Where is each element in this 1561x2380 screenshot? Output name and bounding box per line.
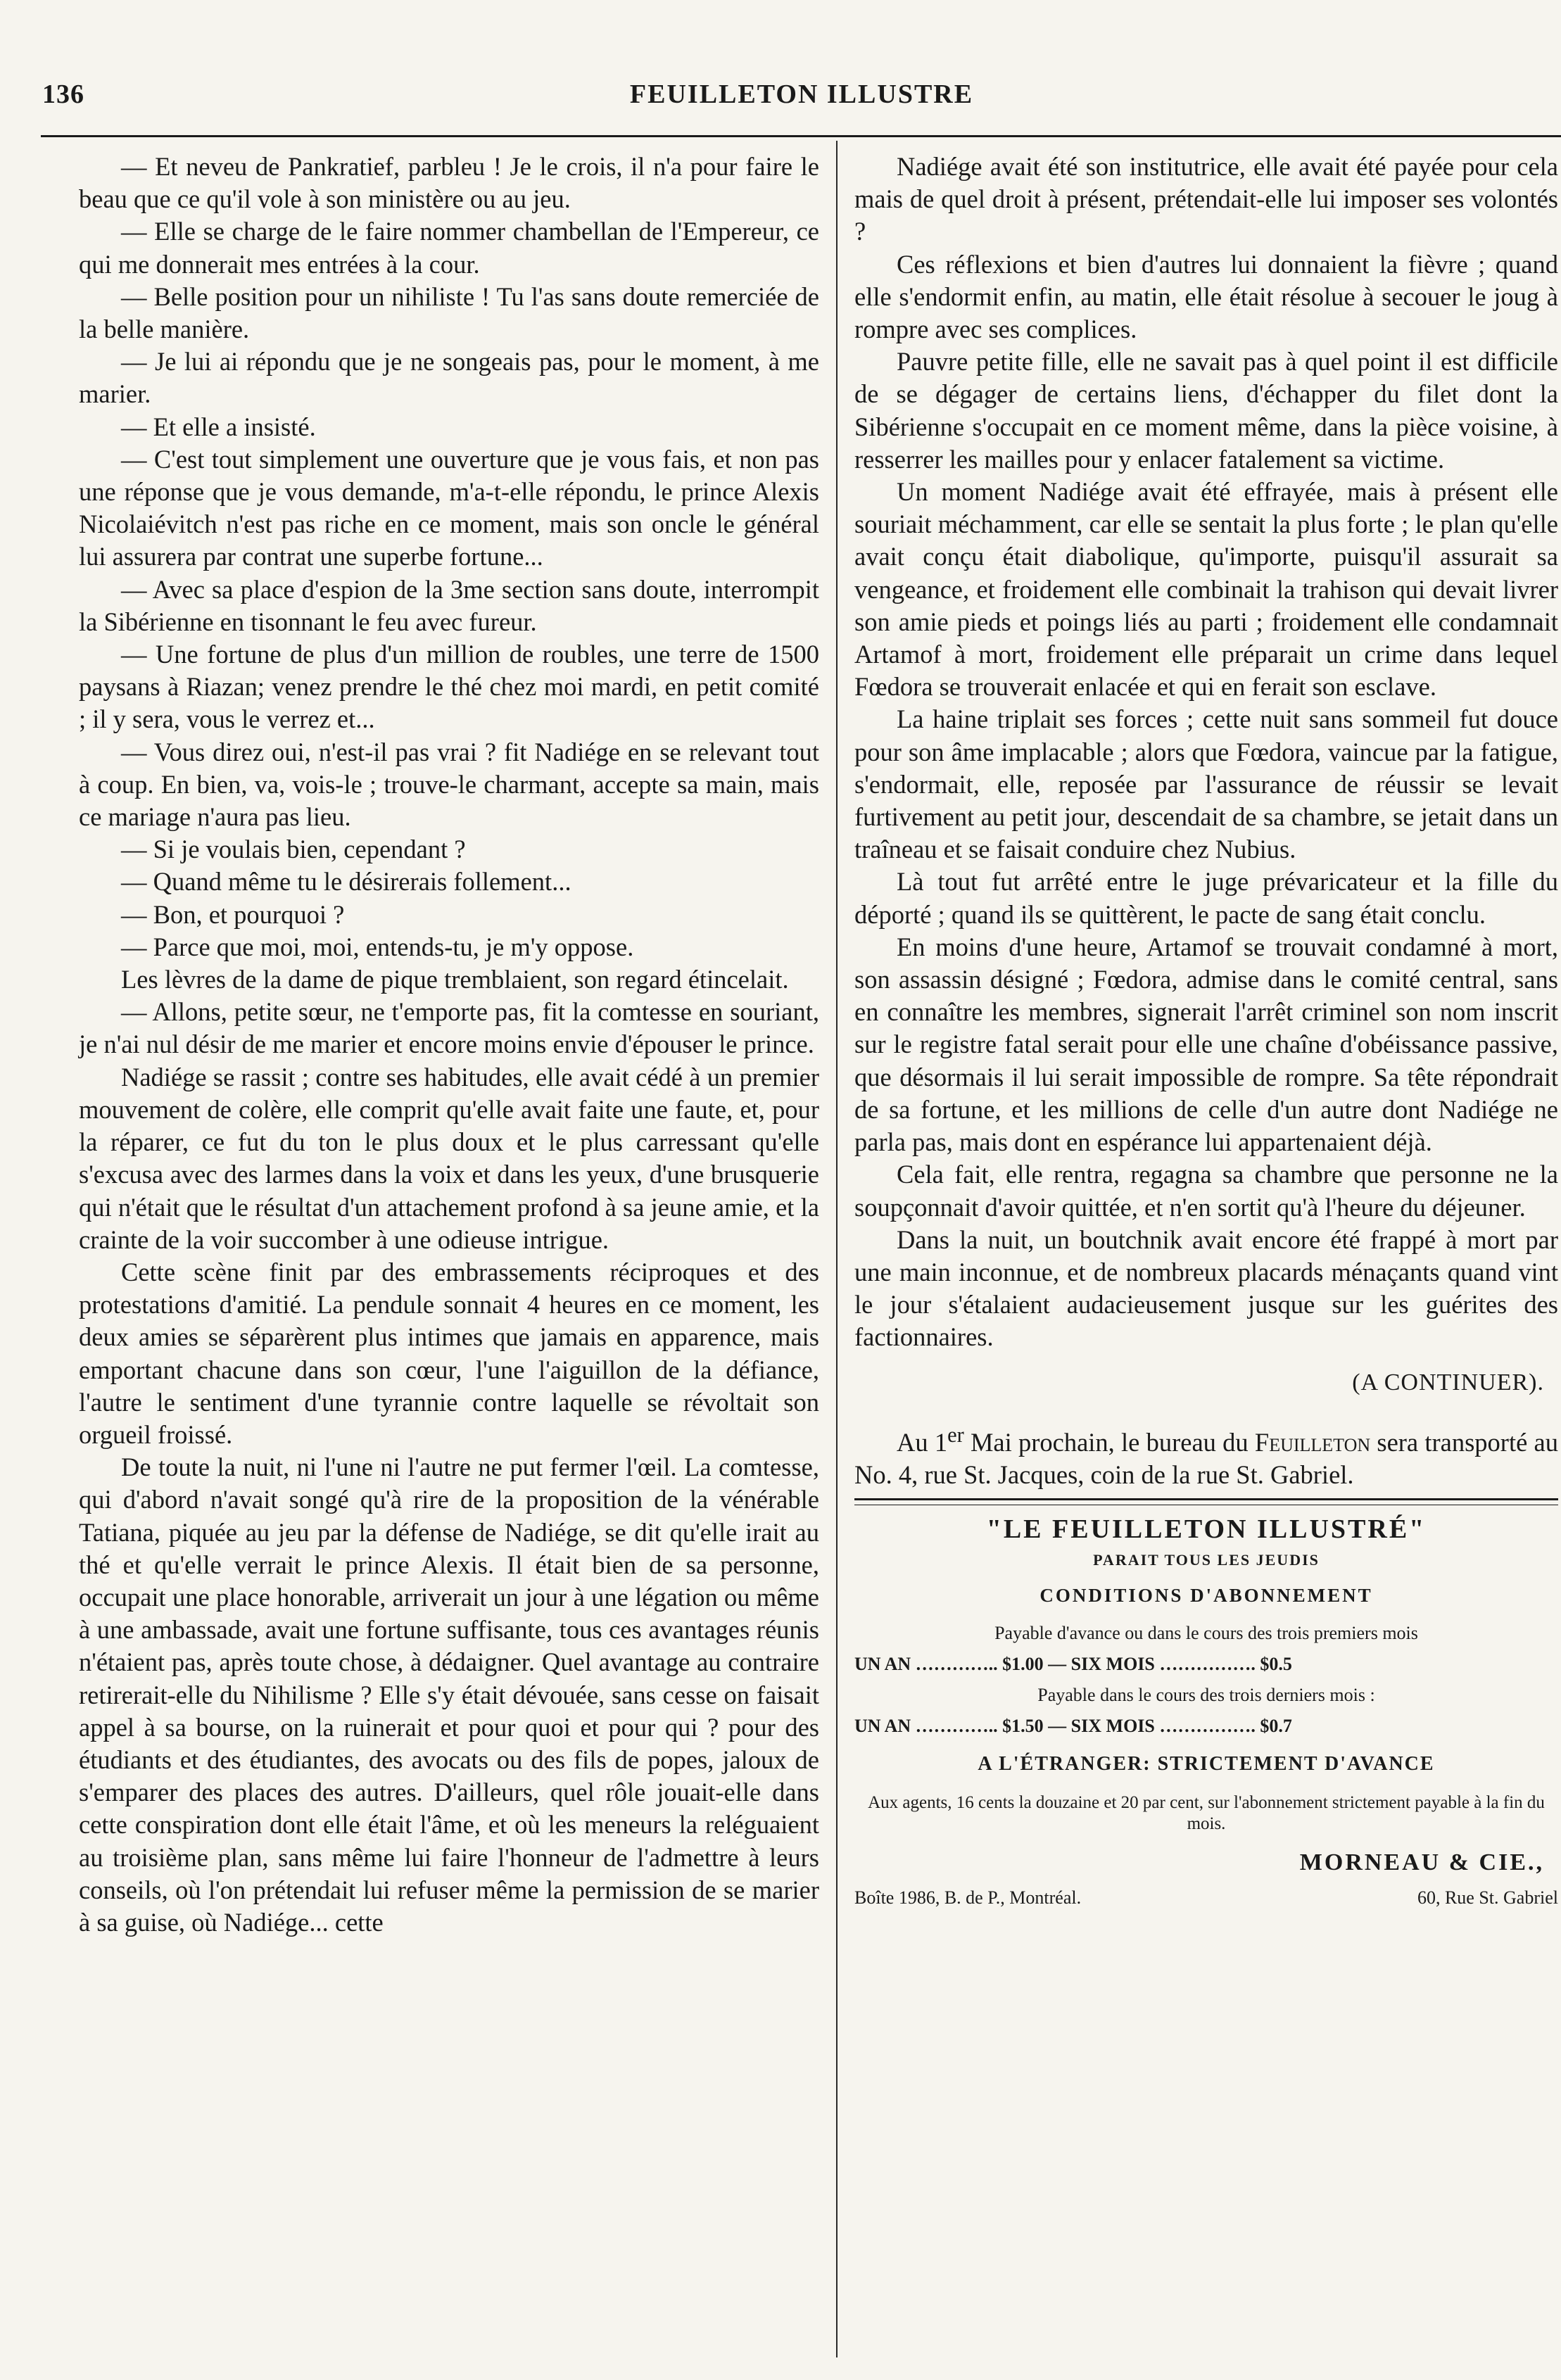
price-six-label: SIX MOIS [1070, 1654, 1155, 1675]
paragraph: Pauvre petite fille, elle ne savait pas à quel point il est difficile de se dégager de certains liens, d'échapper du filet dont la Sibérienne s'occupait en ce moment même, dans la pièce voisine, à resserrer les mailles pour y enlacer fatalement sa victime. [854, 347, 1558, 474]
publisher-address [854, 1884, 1558, 1912]
paragraph: Ces réflexions et bien d'autres lui donnaient la fièvre ; quand elle s'endormit enfin, au matin, elle était résolue à secouer le joug à rompre avec ses complices. [854, 249, 1558, 344]
paragraph: — Je lui ai répondu que je ne songeais pas, pour le moment, à me marier. [79, 347, 819, 409]
paragraph: Cela fait, elle rentra, regagna sa chambre que personne ne la soupçonnait d'avoir quittée, et n'en sortit qu'à l'heure du déjeuner. [854, 1160, 1558, 1222]
price-label: UN AN [854, 1654, 911, 1675]
ad-agents-note: Aux agents, 16 cents la douzaine et 20 par cent, sur l'abonnement strictement payable à la fin du mois. [868, 1793, 1545, 1834]
page-header [42, 79, 1561, 121]
notice-superscript: er [947, 1422, 964, 1447]
paragraph: — Quand même tu le désirerais follement... [121, 867, 571, 897]
publisher-signature: MORNEAU & CIE., [1299, 1849, 1544, 1876]
notice-publication-name: Feuilleton [1254, 1427, 1371, 1457]
paragraph: Dans la nuit, un boutchnik avait encore été frappé à mort par une main inconnue, et de nombreux placards ménaçants quand vint le jour s'étalaient audacieusement jusque sur les guérites des factionnaires. [854, 1224, 1558, 1352]
relocation-notice [854, 1419, 1558, 1492]
price-label: UN AN [854, 1716, 911, 1737]
paragraph: — Elle se charge de le faire nommer chambellan de l'Empereur, ce qui me donnerait mes entrées à la cour. [79, 217, 819, 279]
paragraph: — Vous direz oui, n'est-il pas vrai ? fit Nadiége en se relevant tout à coup. En bien, va, vois-le ; trouve-le charmant, accepte sa main, mais ce mariage n'aura pas lieu. [79, 737, 819, 832]
paragraph: — Et neveu de Pankratief, parbleu ! Je le crois, il n'a pour faire le beau que ce qu'il vole à son ministère ou au jeu. [79, 152, 819, 214]
page-number: 136 [42, 80, 84, 109]
left-column [79, 151, 819, 1939]
paragraph: Les lèvres de la dame de pique tremblaient, son regard étincelait. [121, 965, 789, 994]
paragraph: La haine triplait ses forces ; cette nuit sans sommeil fut douce pour son âme implacable ; alors que Fœdora, vaincue par la fatigue, s'endormait, elle, reposée par l'assurance de réussir se levait furtivement au petit jour, descendait de sa chambre, se jetait dans un traîneau et se faisait conduire chez Nubius. [854, 704, 1558, 864]
price-leader: — [1048, 1654, 1071, 1675]
notice-prefix: Au 1 [897, 1427, 948, 1457]
ad-top-rule [854, 1498, 1558, 1500]
column-divider [836, 141, 838, 2357]
postal-box: Boîte 1986, B. de P., Montréal. [854, 1887, 1082, 1909]
ad-title: "LE FEUILLETON ILLUSTRÉ" [986, 1514, 1427, 1545]
subscription-box [854, 1515, 1558, 1912]
price-leader: ………….. [915, 1716, 998, 1737]
price-value: $1.50 [1002, 1716, 1044, 1737]
ad-price-row [854, 1650, 1558, 1678]
paragraph: — Bon, et pourquoi ? [121, 899, 345, 929]
paragraph: — Si je voulais bien, cependant ? [121, 835, 466, 864]
ad-late-note: Payable dans le cours des trois derniers mois : [1037, 1685, 1375, 1706]
paragraph: Là tout fut arrêté entre le juge prévaricateur et la fille du déporté ; quand ils se quittèrent, le pacte de sang était conclu. [854, 867, 1558, 929]
paragraph: Nadiége se rassit ; contre ses habitudes, elle avait cédé à un premier mouvement de colère, elle comprit qu'elle avait faite une faute, et, pour la réparer, ce fut du ton le plus doux et le plus carressant qu'elle s'excusa avec des larmes dans la voix et dans les yeux, d'une brusquerie qui n'était que le résultat d'un attachement profond à sa jeune amie, et la crainte de la voir succomber à une odieuse intrigue. [79, 1062, 819, 1254]
price-six-value: $0.5 [1260, 1654, 1292, 1675]
right-column [854, 151, 1558, 1912]
price-leader: — [1048, 1716, 1071, 1737]
price-six-value: $0.7 [1260, 1716, 1292, 1737]
to-be-continued: (A CONTINUER). [1352, 1369, 1544, 1395]
paragraph: Cette scène finit par des embrassements réciproques et des protestations d'amitié. La pendule sonnait 4 heures en ce moment, les deux amies se séparèrent plus intimes que jamais en apparence, mais emportant chacune dans son cœur, l'une l'aiguillon de la défiance, l'autre le sentiment d'une tyrannie contre laquelle se révoltait son orgueil froissé. [79, 1257, 819, 1449]
paragraph: — Avec sa place d'espion de la 3me section sans doute, interrompit la Sibérienne en tisonnant le feu avec fureur. [79, 574, 819, 636]
paragraph: En moins d'une heure, Artamof se trouvait condamné à mort, son assassin désigné ; Fœdora, admise dans le comité central, sans en connaître les membres, signerait l'arrêt criminel son nom inscrit sur le registre fatal serait pour elle une chaîne d'obéissance passive, que désormais il lui serait impossible de rompre. Sa tête répondrait de sa fortune, et les millions de celle d'un autre dont Nadiége ne parla pas, mais dont en espérance lui appartenaient déjà. [854, 932, 1558, 1157]
notice-suffix: sera transporté au No. 4, rue St. Jacques, coin de la rue St. Gabriel. [854, 1427, 1558, 1490]
ad-foreign-terms: A L'ÉTRANGER: STRICTEMENT D'AVANCE [978, 1753, 1435, 1775]
ad-conditions-heading: CONDITIONS D'ABONNEMENT [1039, 1585, 1373, 1607]
paragraph: — Parce que moi, moi, entends-tu, je m'y oppose. [121, 932, 634, 961]
paragraph: — Allons, petite sœur, ne t'emporte pas, fit la comtesse en souriant, je n'ai nul désir de me marier et encore moins envie d'épouser le prince. [79, 997, 819, 1059]
ad-price-row [854, 1712, 1558, 1740]
paragraph: Un moment Nadiége avait été effrayée, mais à présent elle souriait méchamment, car elle se sentait la plus forte ; le plan qu'elle avait conçu était diabolique, qu'importe, puisqu'il assurait sa vengeance, et froidement elle combinait la trahison qui devait livrer son amie pieds et poings liés au parti ; froidement elle condamnait Artamof à mort, froidement elle préparait un crime dans lequel Fœdora se trouverait enlacée et qui en ferait son esclave. [854, 477, 1558, 702]
price-value: $1.00 [1002, 1654, 1044, 1675]
running-title: FEUILLETON ILLUSTRE [629, 80, 974, 109]
header-rule [41, 135, 1561, 137]
paragraph: — Et elle a insisté. [121, 412, 316, 441]
price-leader: ……………. [1159, 1654, 1256, 1675]
ad-advance-note: Payable d'avance ou dans le cours des trois premiers mois [994, 1623, 1418, 1644]
paragraph: — Une fortune de plus d'un million de roubles, une terre de 1500 paysans à Riazan; venez prendre le thé chez moi mardi, en petit comité ; il y sera, vous le verrez et... [79, 640, 819, 734]
price-leader: ………….. [915, 1654, 998, 1675]
price-leader: ……………. [1159, 1716, 1256, 1737]
paragraph: — C'est tout simplement une ouverture que je vous fais, et non pas une réponse que je vous demande, m'a-t-elle répondu, le prince Alexis Nicolaiévitch n'est pas riche en ce moment, mais son oncle le général lui assurera par contrat une superbe fortune... [79, 444, 819, 571]
paragraph: — Belle position pour un nihiliste ! Tu l'as sans doute remerciée de la belle manière. [79, 281, 819, 344]
price-six-label: SIX MOIS [1070, 1716, 1155, 1737]
paragraph: Nadiége avait été son institutrice, elle avait été payée pour cela mais de quel droit à présent, prétendait-elle lui imposer ses volontés ? [854, 152, 1558, 246]
notice-middle: Mai prochain, le bureau du [963, 1427, 1255, 1457]
ad-subtitle: PARAIT TOUS LES JEUDIS [1093, 1551, 1320, 1569]
street-address: 60, Rue St. Gabriel [1417, 1887, 1558, 1909]
paragraph: De toute la nuit, ni l'une ni l'autre ne put fermer l'œil. La comtesse, qui d'abord n'avait songé qu'à rire de la proposition de la vénérable Tatiana, piquée au jeu par la défense de Nadiége, se dit qu'elle irait au thé et qu'elle verrait le prince Alexis. Il était bien de sa personne, occupait une place honorable, arriverait un jour à une légation ou même à une ambassade, avait une fortune suffisante, tous ces avantages réunis n'étaient pas, après toute chose, à dédaigner. Quel avantage au contraire retirerait-elle du Nihilisme ? Elle s'y était dévouée, sans cesse on faisait appel à sa bourse, on la ruinerait et pour quoi et pour qui ? pour des étudiants et des étudiantes, des avocats ou des fils de popes, jaloux de s'emparer des places des autres. D'ailleurs, quel rôle jouait-elle dans cette conspiration dont elle était l'âme, et où les meneurs la reléguaient au troisième plan, sans même lui faire l'honneur de l'admettre à leurs conseils, où l'on prétendait lui refuser même la permission de se marier à sa guise, où Nadiége... cette [79, 1452, 819, 1937]
